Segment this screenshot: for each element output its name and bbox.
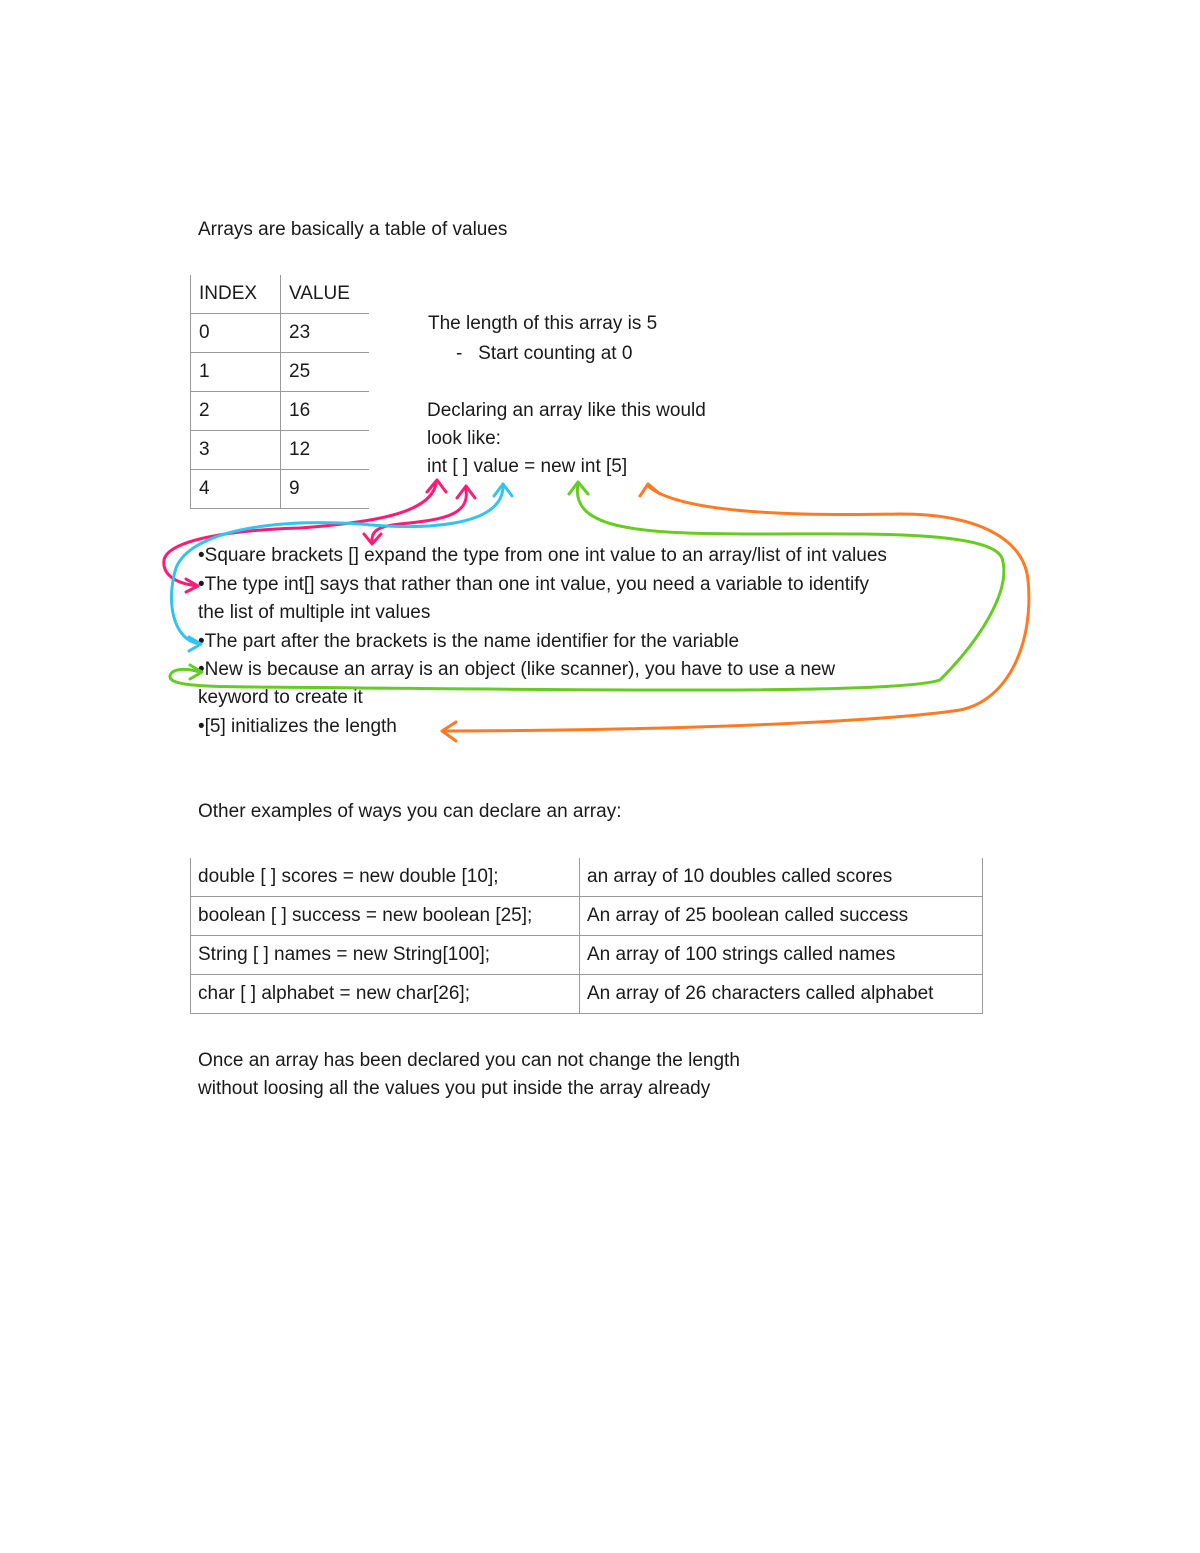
other-examples-heading: Other examples of ways you can declare an array: — [198, 801, 622, 822]
pink-arrowhead-brackets — [364, 486, 475, 544]
declaration-code: int [ ] value = new int [5] — [427, 456, 628, 477]
value-cell: 16 — [281, 392, 370, 431]
pink-arrow-path-brackets — [372, 490, 466, 540]
example-description: An array of 100 strings called names — [580, 936, 983, 975]
table-row — [191, 858, 983, 897]
declaring-line-1: Declaring an array like this would — [427, 400, 706, 421]
bullet-length: •[5] initializes the length — [198, 716, 397, 737]
closing-line-2: without loosing all the values you put inside the array already — [198, 1078, 711, 1099]
table-row — [191, 314, 370, 353]
index-value-table — [190, 275, 369, 509]
example-description: An array of 26 characters called alphabet — [580, 975, 983, 1014]
index-cell: 3 — [191, 431, 281, 470]
bullet-square-brackets: •Square brackets [] expand the type from one int value to an array/list of int values — [198, 545, 887, 566]
example-code: boolean [ ] success = new boolean [25]; — [191, 897, 580, 936]
bullet-new-keyword-cont: keyword to create it — [198, 687, 363, 708]
declaring-line-2: look like: — [427, 428, 501, 449]
table-row — [191, 353, 370, 392]
examples-table — [190, 858, 983, 1014]
table-row — [191, 470, 370, 509]
index-cell: 1 — [191, 353, 281, 392]
index-cell: 2 — [191, 392, 281, 431]
closing-line-1: Once an array has been declared you can not change the length — [198, 1050, 740, 1071]
orange-arrowhead — [442, 484, 660, 741]
orange-arrow-path — [444, 486, 1029, 731]
index-cell: 0 — [191, 314, 281, 353]
table-row — [191, 392, 370, 431]
example-code: String [ ] names = new String[100]; — [191, 936, 580, 975]
bullet-type-int-cont: the list of multiple int values — [198, 602, 431, 623]
bullet-new-keyword: •New is because an array is an object (like scanner), you have to use a new — [198, 659, 836, 680]
example-code: char [ ] alphabet = new char[26]; — [191, 975, 580, 1014]
length-sub-text: Start counting at 0 — [478, 343, 633, 364]
header-index: INDEX — [191, 275, 281, 314]
bullet-name-identifier: •The part after the brackets is the name identifier for the variable — [198, 631, 740, 652]
value-cell: 9 — [281, 470, 370, 509]
value-cell: 12 — [281, 431, 370, 470]
table-row — [191, 897, 983, 936]
bullet-type-int: •The type int[] says that rather than one int value, you need a variable to identify — [198, 574, 870, 595]
example-description: An array of 25 boolean called success — [580, 897, 983, 936]
table-row — [191, 431, 370, 470]
index-cell: 4 — [191, 470, 281, 509]
intro-text: Arrays are basically a table of values — [198, 219, 508, 240]
length-note: The length of this array is 5 — [428, 313, 658, 334]
header-value: VALUE — [281, 275, 370, 314]
dash-bullet: - — [456, 343, 479, 364]
table-row — [191, 975, 983, 1014]
table-header-row — [191, 275, 370, 314]
value-cell: 25 — [281, 353, 370, 392]
value-cell: 23 — [281, 314, 370, 353]
length-subpoint — [456, 340, 632, 368]
example-description: an array of 10 doubles called scores — [580, 858, 983, 897]
example-code: double [ ] scores = new double [10]; — [191, 858, 580, 897]
table-row — [191, 936, 983, 975]
